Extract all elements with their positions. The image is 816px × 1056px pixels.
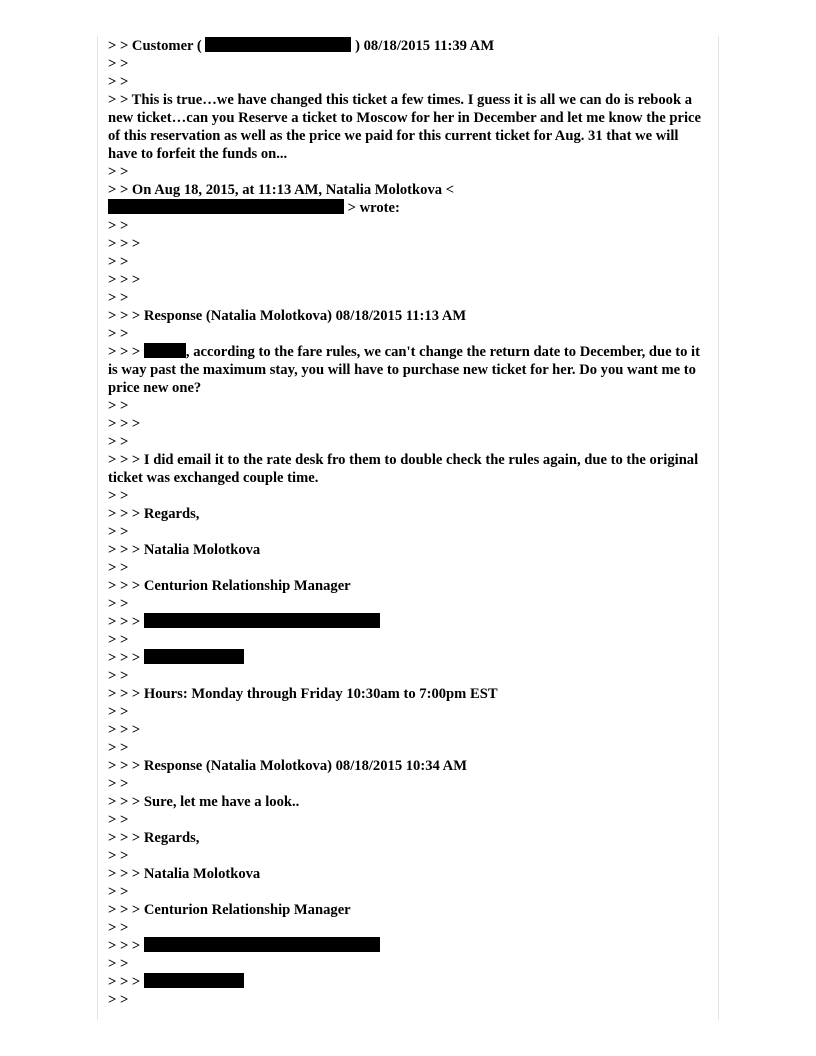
quote-marker: > > bbox=[108, 848, 129, 864]
quote-marker: > > bbox=[108, 704, 129, 720]
quote-marker: > > bbox=[108, 812, 129, 828]
quote-marker: > > bbox=[108, 164, 129, 180]
redaction-box bbox=[144, 937, 380, 952]
quote-marker: > > bbox=[108, 326, 129, 342]
quote-marker: > > bbox=[108, 596, 129, 612]
redaction-box bbox=[144, 973, 244, 988]
quote-marker: > > bbox=[108, 740, 129, 756]
email-thread bbox=[108, 37, 708, 1009]
quote-marker: > > bbox=[108, 218, 129, 234]
redaction-box bbox=[144, 613, 380, 628]
quote-marker: > > bbox=[108, 956, 129, 972]
quote-marker: > > bbox=[108, 884, 129, 900]
response-2-redacted-line: > > > bbox=[108, 973, 708, 991]
quote-marker: > > bbox=[108, 434, 129, 450]
response-1-name: > > > Natalia Molotkova bbox=[108, 542, 261, 558]
response-2-name: > > > Natalia Molotkova bbox=[108, 866, 261, 882]
response-2-header: > > > Response (Natalia Molotkova) 08/18/2015 10:34 AM bbox=[108, 758, 467, 774]
page-border-left bbox=[97, 36, 98, 1020]
quote-marker: > > bbox=[108, 56, 129, 72]
redaction-box bbox=[144, 343, 186, 358]
response-1-title: > > > Centurion Relationship Manager bbox=[108, 578, 351, 594]
quote-marker: > > bbox=[108, 668, 129, 684]
redaction-box bbox=[205, 37, 351, 52]
quote-header: > > On Aug 18, 2015, at 11:13 AM, Natalia Molotkova < > wrote: bbox=[108, 182, 455, 216]
quote-marker: > > bbox=[108, 290, 129, 306]
quote-marker: > > > bbox=[108, 272, 141, 288]
quote-marker: > > bbox=[108, 632, 129, 648]
response-2-body: > > > Sure, let me have a look.. bbox=[108, 794, 300, 810]
quote-marker: > > bbox=[108, 524, 129, 540]
response-1-redacted-line: > > > bbox=[108, 649, 708, 667]
quote-marker: > > bbox=[108, 254, 129, 270]
customer-message: > > This is true…we have changed this ticket a few times. I guess it is all we can do is rebook a new ticket…can you Reserve a ticket to Moscow for her in December and let me know the price of this reservation as well as the price we paid for this current ticket for Aug. 31 that we will have to forfeit the funds on... bbox=[108, 92, 705, 162]
quote-marker: > > bbox=[108, 398, 129, 414]
quote-marker: > > bbox=[108, 776, 129, 792]
response-1-header: > > > Response (Natalia Molotkova) 08/18/2015 11:13 AM bbox=[108, 308, 467, 324]
response-1-hours: > > > Hours: Monday through Friday 10:30am to 7:00pm EST bbox=[108, 686, 498, 702]
quote-marker: > > bbox=[108, 920, 129, 936]
response-2-redacted-line: > > > bbox=[108, 937, 708, 955]
quote-marker: > > bbox=[108, 560, 129, 576]
customer-header: > > Customer ( ) 08/18/2015 11:39 AM bbox=[108, 38, 495, 54]
quote-marker: > > > bbox=[108, 722, 141, 738]
response-1-regards: > > > Regards, bbox=[108, 506, 200, 522]
response-1-redacted-line: > > > bbox=[108, 613, 708, 631]
response-2-title: > > > Centurion Relationship Manager bbox=[108, 902, 351, 918]
response-1-body: > > > , according to the fare rules, we can't change the return date to December, due to it is way past the maximum stay, you will have to purchase new ticket for her. Do you want me to price new one? bbox=[108, 344, 704, 396]
quote-marker: > > bbox=[108, 488, 129, 504]
response-1-rate-desk: > > > I did email it to the rate desk fro them to double check the rules again, due to the original ticket was exchanged couple time. bbox=[108, 452, 702, 486]
quote-marker: > > bbox=[108, 74, 129, 90]
quote-marker: > > bbox=[108, 992, 129, 1008]
redaction-box bbox=[108, 199, 344, 214]
redaction-box bbox=[144, 649, 244, 664]
quote-marker: > > > bbox=[108, 416, 141, 432]
page-border-right bbox=[718, 36, 719, 1020]
quote-marker: > > > bbox=[108, 236, 141, 252]
response-2-regards: > > > Regards, bbox=[108, 830, 200, 846]
